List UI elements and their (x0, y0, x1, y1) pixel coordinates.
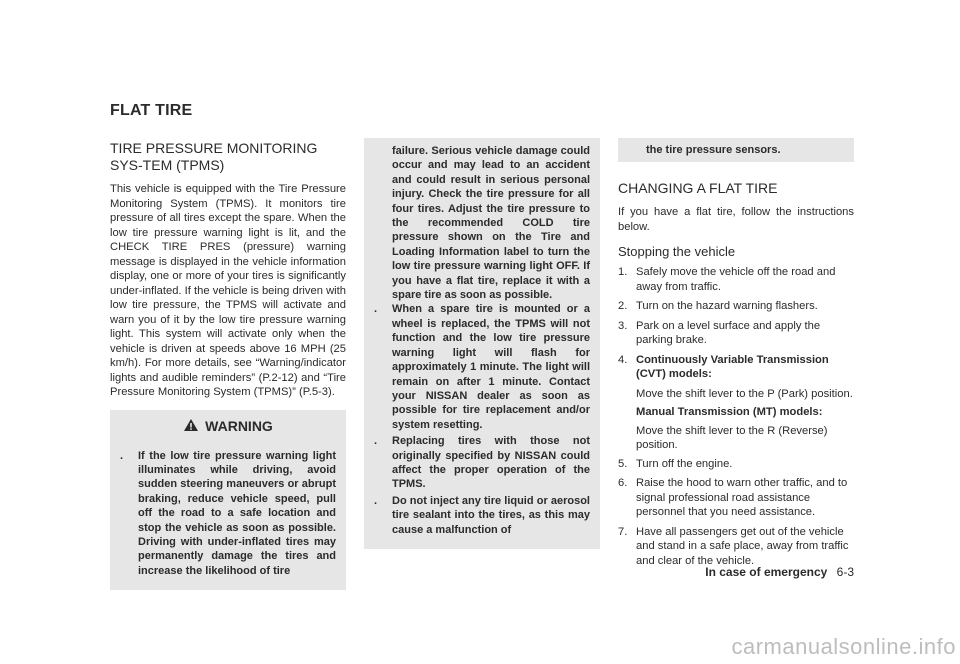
step-number: 4. (618, 353, 628, 366)
step-item (618, 265, 854, 294)
step-item (618, 299, 854, 314)
step-item (618, 319, 854, 348)
warning-item-text: When a spare tire is mounted or a wheel is replaced, the TPMS will not function and the low tire pressure warning light will flash for approximately 1 minute. The light will remain on after 1 minute. Contact your NISSAN dealer as soon as possible for tire replacement and/or system resetting. (392, 303, 590, 431)
stopping-vehicle-subtitle: Stopping the vehicle (618, 244, 736, 259)
page-heading: FLAT TIRE (110, 102, 193, 119)
tpms-body-text: This vehicle is equipped with the Tire Pressure Monitoring System (TPMS). It monitors tire pressure of all tires except the spare. When the low tire pressure warning light is lit, and the CHECK TIRE PRES (pressure) warning message is displayed in the vehicle information display, one or more of your tires is significantly under-inflated. If the vehicle is being driven with low tire pressure, the TPMS will activate and warn you of it by the low tire pressure warning light. This system will activate only when the vehicle is driven at speeds above 16 MPH (25 km/h). For more details, see “Warning/indicator lights and audible reminders” (P.2-12) and “Tire Pressure Monitoring System (TPMS)” (P.5-3). (110, 183, 346, 398)
bullet: . (120, 449, 124, 462)
warning-continuation-box (364, 138, 600, 549)
step-text: Raise the hood to warn other traffic, and to signal professional road assistance personnel that you need assistance. (636, 477, 848, 518)
page-footer (705, 565, 854, 579)
cvt-instruction: Move the shift lever to the P (Park) position. (636, 387, 853, 400)
step-text: Continuously Variable Transmission (CVT) models: (636, 353, 829, 380)
step-number: 5. (618, 457, 628, 470)
step-number: 7. (618, 525, 628, 538)
bullet: . (374, 494, 378, 507)
step-text: Turn off the engine. (636, 457, 733, 470)
warning-item (374, 434, 590, 492)
warning-continuation-box: the tire pressure sensors. (618, 138, 854, 162)
step-number: 2. (618, 300, 628, 312)
warning-box (110, 410, 346, 591)
step-number: 6. (618, 477, 628, 489)
bullet: . (374, 435, 378, 448)
changing-intro-text: If you have a flat tire, follow the instructions below. (618, 206, 854, 233)
warning-continuation-text: failure. Serious vehicle damage could occur and may lead to an accident and could result in serious personal injury. Check the tire pressure for all four tires. Adjust the tire pressure to the recommended COLD tire pressure shown on the Tire and Loading Information label to turn the low tire pressure warning light OFF. If you have a flat tire, replace it with a spare tire as soon as possible. (392, 145, 590, 302)
step-number: 1. (618, 266, 628, 278)
step-text: Turn on the hazard warning flashers. (636, 300, 818, 312)
step-item (618, 525, 854, 569)
tpms-section-title: TIRE PRESSURE MONITORING SYS-TEM (TPMS) (110, 140, 318, 173)
column-2 (364, 138, 600, 549)
changing-flat-tire-title: CHANGING A FLAT TIRE (618, 180, 778, 196)
step-item (618, 353, 854, 382)
warning-item-text: Replacing tires with those not originally specified by NISSAN could affect the proper operation of the TPMS. (392, 435, 590, 491)
warning-item (374, 494, 590, 537)
mt-instruction: Move the shift lever to the R (Reverse) position. (636, 424, 828, 451)
footer-section: In case of emergency (705, 565, 828, 579)
bullet: . (374, 303, 378, 316)
column-1 (110, 140, 346, 590)
watermark: carmanualsonline.info (731, 634, 956, 659)
warning-item (374, 302, 590, 432)
mt-models-label: Manual Transmission (MT) models: (636, 406, 823, 418)
warning-header (120, 418, 336, 435)
step-number: 3. (618, 319, 628, 332)
step-text: Have all passengers get out of the vehicle and stand in a safe place, away from traffic and clear of the vehicle. (636, 525, 849, 567)
step-item (618, 457, 854, 472)
warning-item-text: If the low tire pressure warning light illuminates while driving, avoid sudden steering maneuvers or abrupt braking, reduce vehicle speed, pull off the road to a safe location and stop the vehicle as soon as possible. Driving with under-inflated tires may permanently damage the tires and increase the likelihood of tire (138, 449, 336, 577)
step-text: Safely move the vehicle off the road and away from traffic. (636, 266, 836, 293)
footer-page-number: 6-3 (836, 565, 854, 579)
warning-item (120, 449, 336, 579)
step-text: Park on a level surface and apply the parking brake. (636, 319, 821, 346)
step-item (618, 476, 854, 520)
warning-label: WARNING (205, 418, 273, 434)
warning-item-text: Do not inject any tire liquid or aerosol tire sealant into the tires, as this may cause a malfunction of (392, 494, 590, 536)
column-3 (618, 138, 854, 573)
warning-triangle-icon (183, 418, 199, 435)
